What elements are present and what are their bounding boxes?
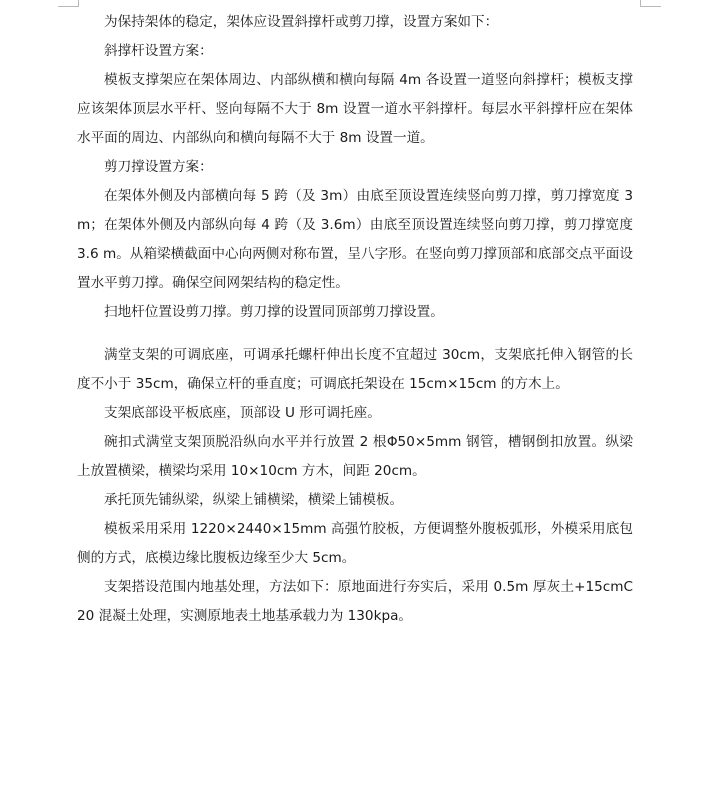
heading-scissor-brace-plan: 剪刀撑设置方案：: [104, 159, 213, 175]
paragraph-formwork-board: 模板采用采用 1220×2440×15mm 高强竹胶板，方便调整外腹板弧形，外模采用底包侧的方式，底模边缘比腹板边缘至少大 5cm。: [77, 521, 633, 566]
document-body: [77, 8, 633, 631]
heading-diagonal-brace-plan: 斜撑杆设置方案：: [104, 43, 213, 59]
crop-mark-top-right: [640, 0, 661, 7]
paragraph-foundation-treatment: 支架搭设范围内地基处理，方法如下：原地面进行夯实后，采用 0.5m 厚灰土+15cmC20 混凝土处理，实测原地表土地基承载力为 130kpa。: [77, 579, 633, 624]
paragraph-base-and-top-support: 支架底部设平板底座，顶部设 U 形可调托座。: [104, 405, 381, 421]
paragraph-stability-intro: 为保持架体的稳定，架体应设置斜撑杆或剪刀撑，设置方案如下：: [104, 14, 499, 30]
paragraph-diagonal-brace-details: 模板支撑架应在架体周边、内部纵横和横向每隔 4m 各设置一道竖向斜撑杆；模板支撑应该架体顶层水平杆、竖向每隔不大于 8m 设置一道水平斜撑杆。每层水平斜撑杆应在架体水平面的周边、内部纵向和横向每隔不大于 8m 设置一道。: [77, 72, 633, 146]
paragraph-bowl-buckle-support: 碗扣式满堂支架顶脱沿纵向水平并行放置 2 根Φ50×5mm 钢管，槽钢倒扣放置。纵梁上放置横梁，横梁均采用 10×10cm 方木，间距 20cm。: [77, 434, 633, 479]
crop-mark-top-left: [58, 0, 79, 7]
paragraph-scissor-brace-details: 在架体外侧及内部横向每 5 跨（及 3m）由底至顶设置连续竖向剪刀撑，剪刀撑宽度 3 m；在架体外侧及内部纵向每 4 跨（及 3.6m）由底至顶设置连续竖向剪刀撑，剪刀撑宽度 3.6 m。从箱梁横截面中心向两侧对称布置，呈八字形。在竖向剪刀撑顶部和底部交点平面设置水平剪刀撑。确保空间网架结构的稳定性。: [77, 188, 633, 291]
paragraph-sweep-rod: 扫地杆位置设剪刀撑。剪刀撑的设置同顶部剪刀撑设置。: [104, 304, 444, 320]
paragraph-beam-layering: 承托顶先铺纵梁，纵梁上铺横梁，横梁上铺模板。: [104, 492, 404, 508]
paragraph-adjustable-base: 满堂支架的可调底座，可调承托螺杆伸出长度不宜超过 30cm，支架底托伸入钢管的长度不小于 35cm，确保立杆的垂直度；可调底托架设在 15cm×15cm 的方木上。: [77, 347, 633, 392]
